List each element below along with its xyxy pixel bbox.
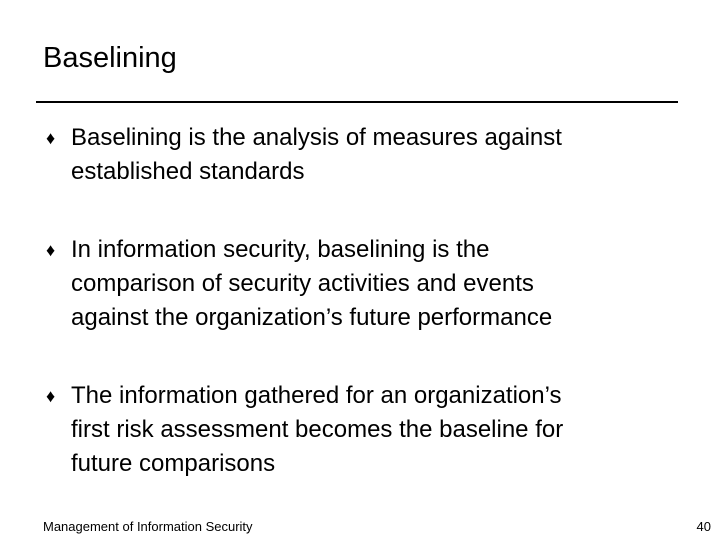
bullet-list: [46, 121, 686, 525]
title-divider: [36, 101, 678, 103]
bullet-line: The information gathered for an organization’s: [71, 382, 562, 409]
bullet-item: [46, 379, 686, 481]
bullet-line: future comparisons: [71, 450, 276, 477]
bullet-line: comparison of security activities and events: [71, 270, 534, 297]
diamond-bullet-icon: ♦: [46, 386, 56, 406]
bullet-line: established standards: [71, 158, 305, 185]
bullet-item: [46, 233, 686, 335]
bullet-line: Baselining is the analysis of measures against: [71, 124, 562, 151]
bullet-item: [46, 121, 686, 189]
bullet-line: against the organization’s future performance: [71, 304, 553, 331]
diamond-bullet-icon: ♦: [46, 240, 56, 260]
footer-source: Management of Information Security: [43, 519, 253, 534]
bullet-line: In information security, baselining is the: [71, 236, 490, 263]
page-number: 40: [696, 519, 711, 534]
bullet-line: first risk assessment becomes the baseline for: [71, 416, 564, 443]
slide-title: Baselining: [43, 42, 177, 74]
diamond-bullet-icon: ♦: [46, 128, 56, 148]
